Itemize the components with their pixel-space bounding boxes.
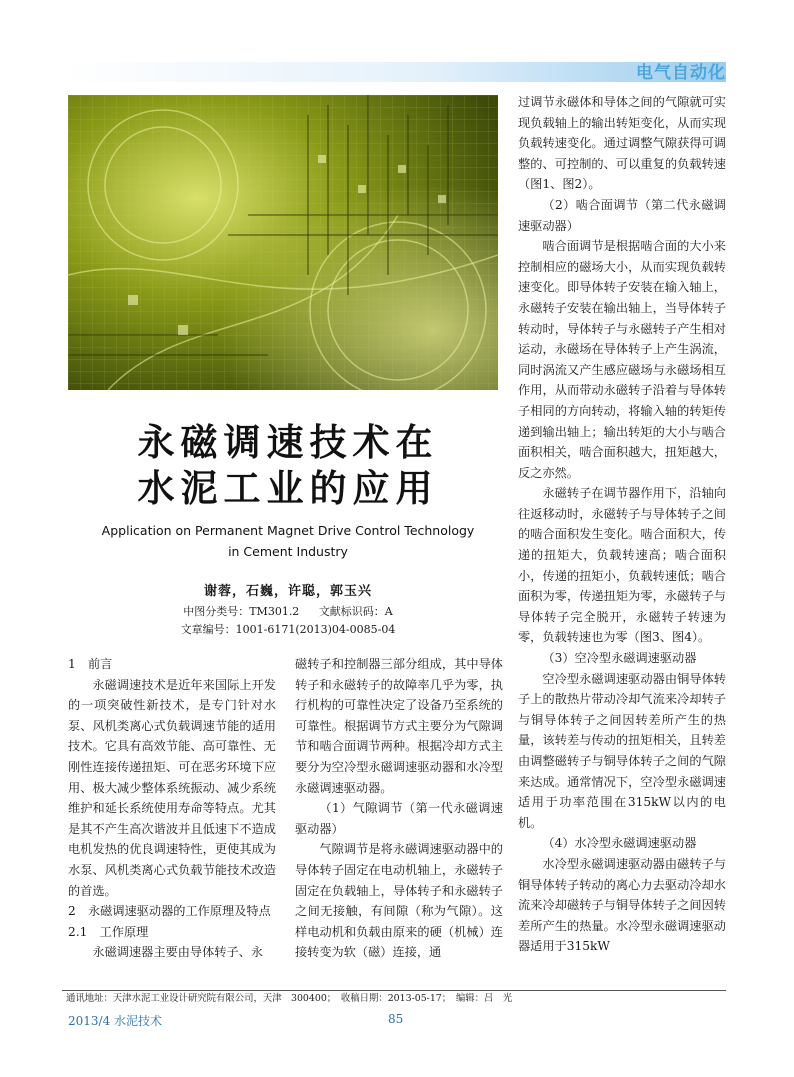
english-title-line-1: Application on Permanent Magnet Drive Control Technology — [101, 523, 475, 538]
section-heading: 1 前言 — [68, 657, 113, 671]
section-heading: 2 永磁调速驱动器的工作原理及特点 — [68, 904, 271, 919]
paragraph: 空冷型永磁调速驱动器由铜导体转子上的散热片带动冷却气流来冷却转子与铜导体转子之间因转差所产生的热量，该转差与传动的扭矩相关，且转差由调整磁转子与铜导体转子之间的气隙来达成。通常情况下，空冷型永磁调速适用于功率范围在315kW以内的电机。 — [518, 671, 726, 830]
authors: 谢蓉，石巍，许聪，郭玉兴 — [203, 584, 372, 599]
subsection-heading: （3）空冷型永磁调速驱动器 — [542, 651, 697, 666]
paragraph: 过调节永磁体和导体之间的气隙就可实现负载轴上的输出转矩变化，从而实现负载转速变化。通过调整气隙获得可调整的、可控制的、可以重复的负载转速（图1、图2）。 — [518, 95, 726, 192]
subsection-heading: （4）水冷型永磁调速驱动器 — [542, 836, 697, 851]
page-number: 85 — [388, 1012, 404, 1026]
title-line-1: 永磁调速技术在 — [137, 421, 439, 464]
paragraph: 啮合面调节是根据啮合面的大小来控制相应的磁场大小，从而实现负载转速变化。即导体转子安装在输入轴上，永磁转子安装在输出轴上，当导体转子转动时，导体转子与永磁转子产生相对运动，永磁场在导体转子上产生涡流，同时涡流又产生感应磁场与永磁场相互作用，从而带动永磁转子沿着与导体转子相同的方向转动，将输入轴的转矩传递到输出轴上；输出转矩的大小与啮合面积相关，啮合面积越大，扭矩越大，反之亦然。 — [518, 239, 726, 480]
title-block — [68, 420, 508, 639]
article-meta — [68, 603, 508, 639]
subsection-heading: （1）气隙调节（第一代永磁调速驱动器） — [295, 801, 503, 836]
header-gradient-bar — [62, 62, 726, 82]
subsection-heading: 2.1 工作原理 — [68, 924, 149, 939]
footnote: 通讯地址：天津水泥工业设计研究院有限公司，天津 300400； 收稿日期：2013-05-17； 编辑：吕 光 — [66, 993, 513, 1004]
paragraph: 永磁调速技术是近年来国际上开发的一项突破性新技术，是专门针对水泵、风机类离心式负载调速节能的适用技术。它具有高效节能、高可靠性、无刚性连接传递扭矩、可在恶劣环境下应用、极大减少整体系统振动、减少系统维护和延长系统使用寿命等特点。尤其是其不产生高次谐波并且低速下不造成电机发热的优良调速特性，更使其成为水泵、风机类离心式负载节能技术改造的首选。 — [68, 677, 276, 898]
title-line-2: 水泥工业的应用 — [137, 467, 439, 510]
clc-number: 中图分类号：TM301.2 — [183, 605, 300, 618]
paragraph: 永磁转子在调节器作用下，沿轴向往返移动时，永磁转子与导体转子之间的啮合面积发生变化。啮合面积大，传递的扭矩大，负载转速高；啮合面积小，传递的扭矩小，负载转速低；啮合面积为零，传递扭矩为零，永磁转子与导体转子完全脱开，永磁转子转速为零，负载转速也为零（图3、图4）。 — [518, 486, 726, 645]
english-title-line-2: in Cement Industry — [228, 544, 348, 559]
journal-issue: 2013/4 水泥技术 — [68, 1014, 163, 1028]
english-title — [68, 520, 508, 562]
paragraph: 水冷型永磁调速驱动器由磁转子与铜导体转子转动的离心力去驱动冷却水流来冷却磁转子与铜导体转子之间因转差所产生的热量。水冷型永磁调速驱动器适用于315kW — [518, 856, 726, 954]
document-code: 文献标识码：A — [318, 605, 393, 618]
hero-image — [68, 95, 498, 390]
article-number: 文章编号：1001-6171(2013)04-0085-04 — [180, 623, 396, 636]
circuit-board-photo-icon — [68, 95, 498, 390]
subsection-heading: （2）啮合面调节（第二代永磁调速驱动器） — [518, 197, 726, 233]
column-2 — [295, 654, 503, 963]
column-1 — [68, 654, 276, 963]
paragraph: 永磁调速器主要由导体转子、永 — [92, 945, 264, 960]
paragraph: 磁转子和控制器三部分组成，其中导体转子和永磁转子的故障率几乎为零，执行机构的可靠性决定了设备乃至系统的可靠性。根据调节方式主要分为气隙调节和啮合面调节两种。根据冷却方式主要分为空冷型永磁调速驱动器和水冷型永磁调速驱动器。 — [295, 657, 503, 795]
paragraph: 气隙调节是将永磁调速驱动器中的导体转子固定在电动机轴上，永磁转子固定在负载轴上，导体转子和永磁转子之间无接触，有间隙（称为气隙）。这样电动机和负载由原来的硬（机械）连接转变为软（磁）连接，通 — [295, 842, 503, 960]
column-3 — [518, 92, 726, 957]
section-label: 电气自动化 — [636, 63, 726, 83]
footnote-divider — [62, 990, 726, 991]
